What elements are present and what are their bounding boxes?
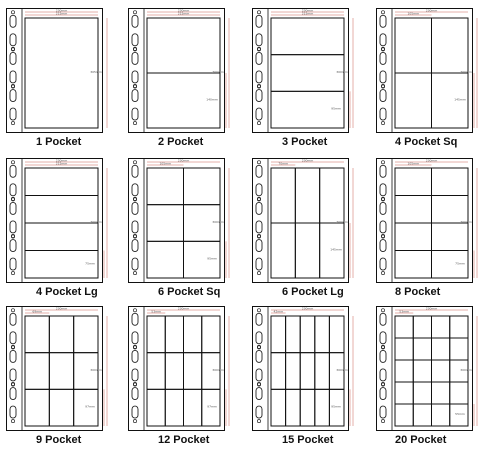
sheet-11 [252,306,368,450]
sheet-6 [128,158,244,302]
dim-pocket-label: 97mm [85,404,95,409]
sheet-1 [6,8,122,152]
dim-width-label: 230mm [177,8,190,13]
sheet-outline [129,159,225,283]
sheet-caption: 6 Pocket Sq [158,286,221,298]
sheet-drawing [252,306,368,434]
sheet-drawing [128,8,244,136]
sheet-10 [128,306,244,450]
dim-pocket-label: 95mm [331,106,341,111]
sheet-drawing [6,8,122,136]
sheet-outline [129,9,225,133]
dim-width-label: 230mm [425,306,438,311]
dim-height-label: 305mm [90,70,102,74]
dim-height-label: 300mm [90,368,102,372]
dim-inner-label: 53mm [399,309,409,314]
dim-height-label: 300mm [336,70,348,74]
dim-pocket-label: 75mm [455,261,465,266]
sheet-drawing [252,158,368,286]
dim-pocket-label: 140mm [206,97,218,102]
dim-width-label: 230mm [55,8,68,13]
sheet-drawing [376,158,492,286]
sheet-caption: 3 Pocket [282,136,328,148]
sheet-9 [6,306,122,450]
dim-width-label: 230mm [177,158,190,163]
dim-pocket-label: 95mm [331,404,341,409]
dim-inner-label: 215mm [177,11,190,16]
sheet-caption: 4 Pocket Lg [36,286,98,298]
sheet-outline [129,307,225,431]
sheet-2 [128,8,244,152]
dim-width-label: 230mm [301,158,314,163]
sheet-caption: 9 Pocket [36,434,82,446]
dim-inner-label: 105mm [159,161,172,166]
dim-inner-label: 105mm [407,161,420,166]
dim-inner-label: 69mm [32,309,43,314]
sheet-drawing [6,306,122,434]
dim-height-label: 300mm [90,220,102,224]
sheet-outline [253,9,349,133]
dim-inner-label: 105mm [407,11,420,16]
sheet-outline [7,9,103,133]
sheet-8 [376,158,492,302]
sheet-4 [376,8,492,152]
dim-width-label: 230mm [301,8,314,13]
dim-width-label: 230mm [301,306,314,311]
dim-height-label: 300mm [336,368,348,372]
sheet-12 [376,306,492,450]
sheet-caption: 6 Pocket Lg [282,286,344,298]
dim-height-label: 300mm [460,220,472,224]
sheet-caption: 15 Pocket [282,434,334,446]
dim-height-label: 300mm [212,220,224,224]
sheet-caption: 2 Pocket [158,136,204,148]
dim-pocket-label: 75mm [85,261,95,266]
sheet-caption: 12 Pocket [158,434,210,446]
sheet-drawing [252,8,368,136]
sheet-drawing [376,8,492,136]
sheet-5 [6,158,122,302]
sheet-caption: 4 Pocket Sq [395,136,458,148]
dim-width-label: 230mm [55,158,68,163]
sheet-drawing [128,158,244,286]
sheet-caption: 8 Pocket [395,286,441,298]
dim-height-label: 300mm [460,70,472,74]
dim-width-label: 230mm [425,8,438,13]
sheet-3 [252,8,368,152]
dim-pocket-label: 97mm [207,404,217,409]
dim-height-label: 300mm [460,368,472,372]
dim-pocket-label: 95mm [207,256,217,261]
sheet-caption: 20 Pocket [395,434,447,446]
sheet-drawing [128,306,244,434]
dim-pocket-label: 55mm [455,412,465,416]
sheet-drawing [376,306,492,434]
sheet-caption: 1 Pocket [36,136,82,148]
dim-inner-label: 42mm [273,309,284,314]
dim-inner-label: 215mm [301,11,314,16]
sheet-7 [252,158,368,302]
dim-inner-label: 215mm [55,161,68,166]
sheet-outline [253,159,349,283]
sheet-outline [377,9,473,133]
dim-width-label: 230mm [55,306,68,311]
sheet-drawing [6,158,122,286]
dim-pocket-label: 145mm [454,97,466,102]
dim-inner-label: 53mm [151,309,161,314]
dim-inner-label: 215mm [55,11,68,16]
dim-height-label: 300mm [336,220,348,224]
dim-height-label: 300mm [212,70,224,74]
sheet-outline [7,307,103,431]
dim-height-label: 300mm [212,368,224,372]
dim-inner-label: 70mm [278,161,289,166]
dim-pocket-label: 145mm [330,247,342,252]
dim-width-label: 230mm [425,158,438,163]
dim-width-label: 230mm [177,306,190,311]
